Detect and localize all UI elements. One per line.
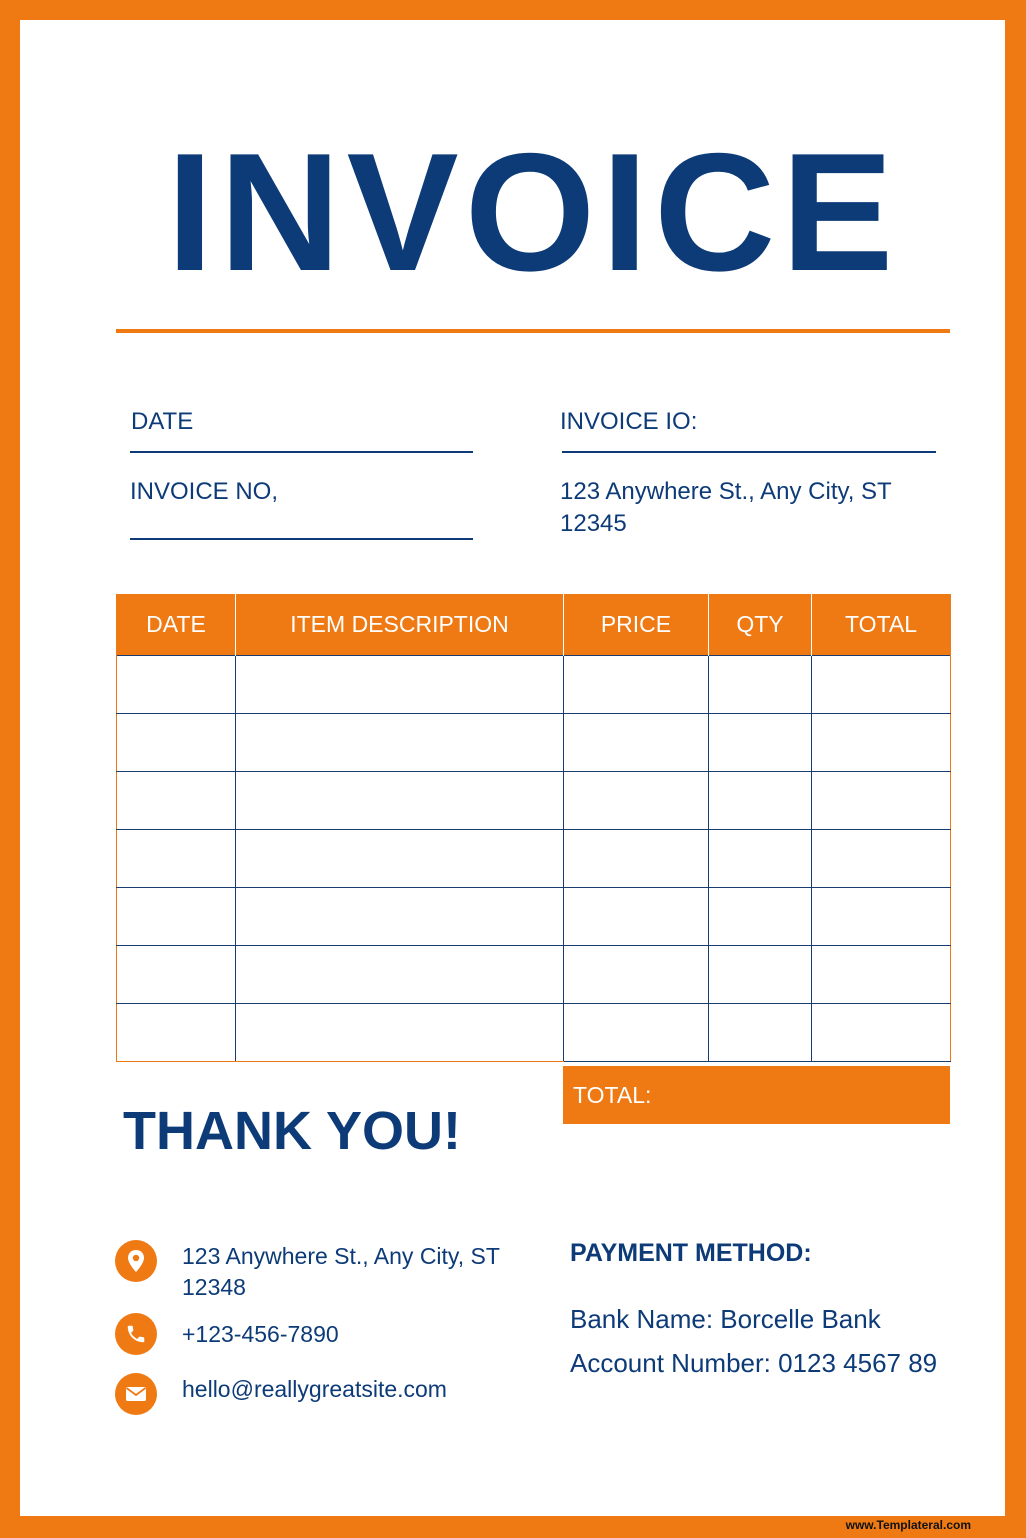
invoice-no-field-line[interactable] (130, 538, 473, 540)
invoice-to-label: INVOICE IO: (560, 408, 698, 435)
contact-address (182, 1241, 500, 1303)
cell-date[interactable] (117, 888, 236, 946)
column-header-item-description: ITEM DESCRIPTION (236, 594, 564, 656)
billing-address (560, 476, 892, 540)
cell-item-description[interactable] (236, 888, 564, 946)
table-row (117, 888, 951, 946)
cell-qty[interactable] (709, 1004, 812, 1062)
footer-site-url[interactable]: www.Templateral.com (845, 1518, 971, 1532)
cell-item-description[interactable] (236, 714, 564, 772)
cell-date[interactable] (117, 946, 236, 1004)
cell-item-description[interactable] (236, 1004, 564, 1062)
total-label: TOTAL: (573, 1081, 652, 1108)
cell-total[interactable] (812, 714, 951, 772)
cell-item-description[interactable] (236, 946, 564, 1004)
location-pin-icon (115, 1240, 157, 1282)
cell-total[interactable] (812, 946, 951, 1004)
cell-price[interactable] (564, 888, 709, 946)
cell-total[interactable] (812, 830, 951, 888)
bank-name: Bank Name: Borcelle Bank (570, 1304, 881, 1334)
mail-icon (115, 1373, 157, 1415)
invoice-no-label: INVOICE NO, (130, 478, 279, 505)
date-label: DATE (131, 408, 194, 435)
contact-email[interactable]: hello@reallygreatsite.com (182, 1376, 447, 1402)
cell-price[interactable] (564, 1004, 709, 1062)
column-header-date: DATE (117, 594, 236, 656)
cell-price[interactable] (564, 772, 709, 830)
cell-price[interactable] (564, 946, 709, 1004)
cell-date[interactable] (117, 714, 236, 772)
contact-address-line1: 123 Anywhere St., Any City, ST (182, 1243, 500, 1269)
cell-date[interactable] (117, 830, 236, 888)
cell-total[interactable] (812, 656, 951, 714)
thank-you-heading: THANK YOU! (123, 1101, 462, 1161)
phone-icon (115, 1313, 157, 1355)
cell-qty[interactable] (709, 656, 812, 714)
cell-date[interactable] (117, 656, 236, 714)
cell-total[interactable] (812, 772, 951, 830)
cell-total[interactable] (812, 1004, 951, 1062)
billing-address-line1: 123 Anywhere St., Any City, ST (560, 478, 892, 505)
table-row (117, 656, 951, 714)
invoice-to-field-line[interactable] (562, 451, 936, 453)
invoice-title: INVOICE (166, 118, 900, 306)
cell-qty[interactable] (709, 772, 812, 830)
column-header-qty: QTY (709, 594, 812, 656)
payment-method-title: PAYMENT METHOD: (570, 1239, 812, 1267)
account-number: Account Number: 0123 4567 89 (570, 1348, 938, 1378)
cell-item-description[interactable] (236, 656, 564, 714)
cell-qty[interactable] (709, 888, 812, 946)
cell-price[interactable] (564, 714, 709, 772)
column-header-price: PRICE (564, 594, 709, 656)
cell-date[interactable] (117, 1004, 236, 1062)
cell-item-description[interactable] (236, 772, 564, 830)
cell-price[interactable] (564, 830, 709, 888)
cell-qty[interactable] (709, 946, 812, 1004)
cell-qty[interactable] (709, 830, 812, 888)
table-row (117, 714, 951, 772)
cell-item-description[interactable] (236, 830, 564, 888)
billing-address-line2: 12345 (560, 510, 627, 537)
table-row (117, 946, 951, 1004)
total-bar (563, 1066, 950, 1124)
items-table-body (117, 656, 951, 1062)
date-field-line[interactable] (130, 451, 473, 453)
items-table (116, 594, 951, 1062)
cell-price[interactable] (564, 656, 709, 714)
cell-qty[interactable] (709, 714, 812, 772)
table-row (117, 830, 951, 888)
table-row (117, 772, 951, 830)
table-header-row (117, 594, 951, 656)
title-divider (116, 329, 950, 333)
column-header-total: TOTAL (812, 594, 951, 656)
contact-address-line2: 12348 (182, 1274, 246, 1300)
table-row (117, 1004, 951, 1062)
cell-total[interactable] (812, 888, 951, 946)
contact-phone: +123-456-7890 (182, 1321, 339, 1347)
cell-date[interactable] (117, 772, 236, 830)
